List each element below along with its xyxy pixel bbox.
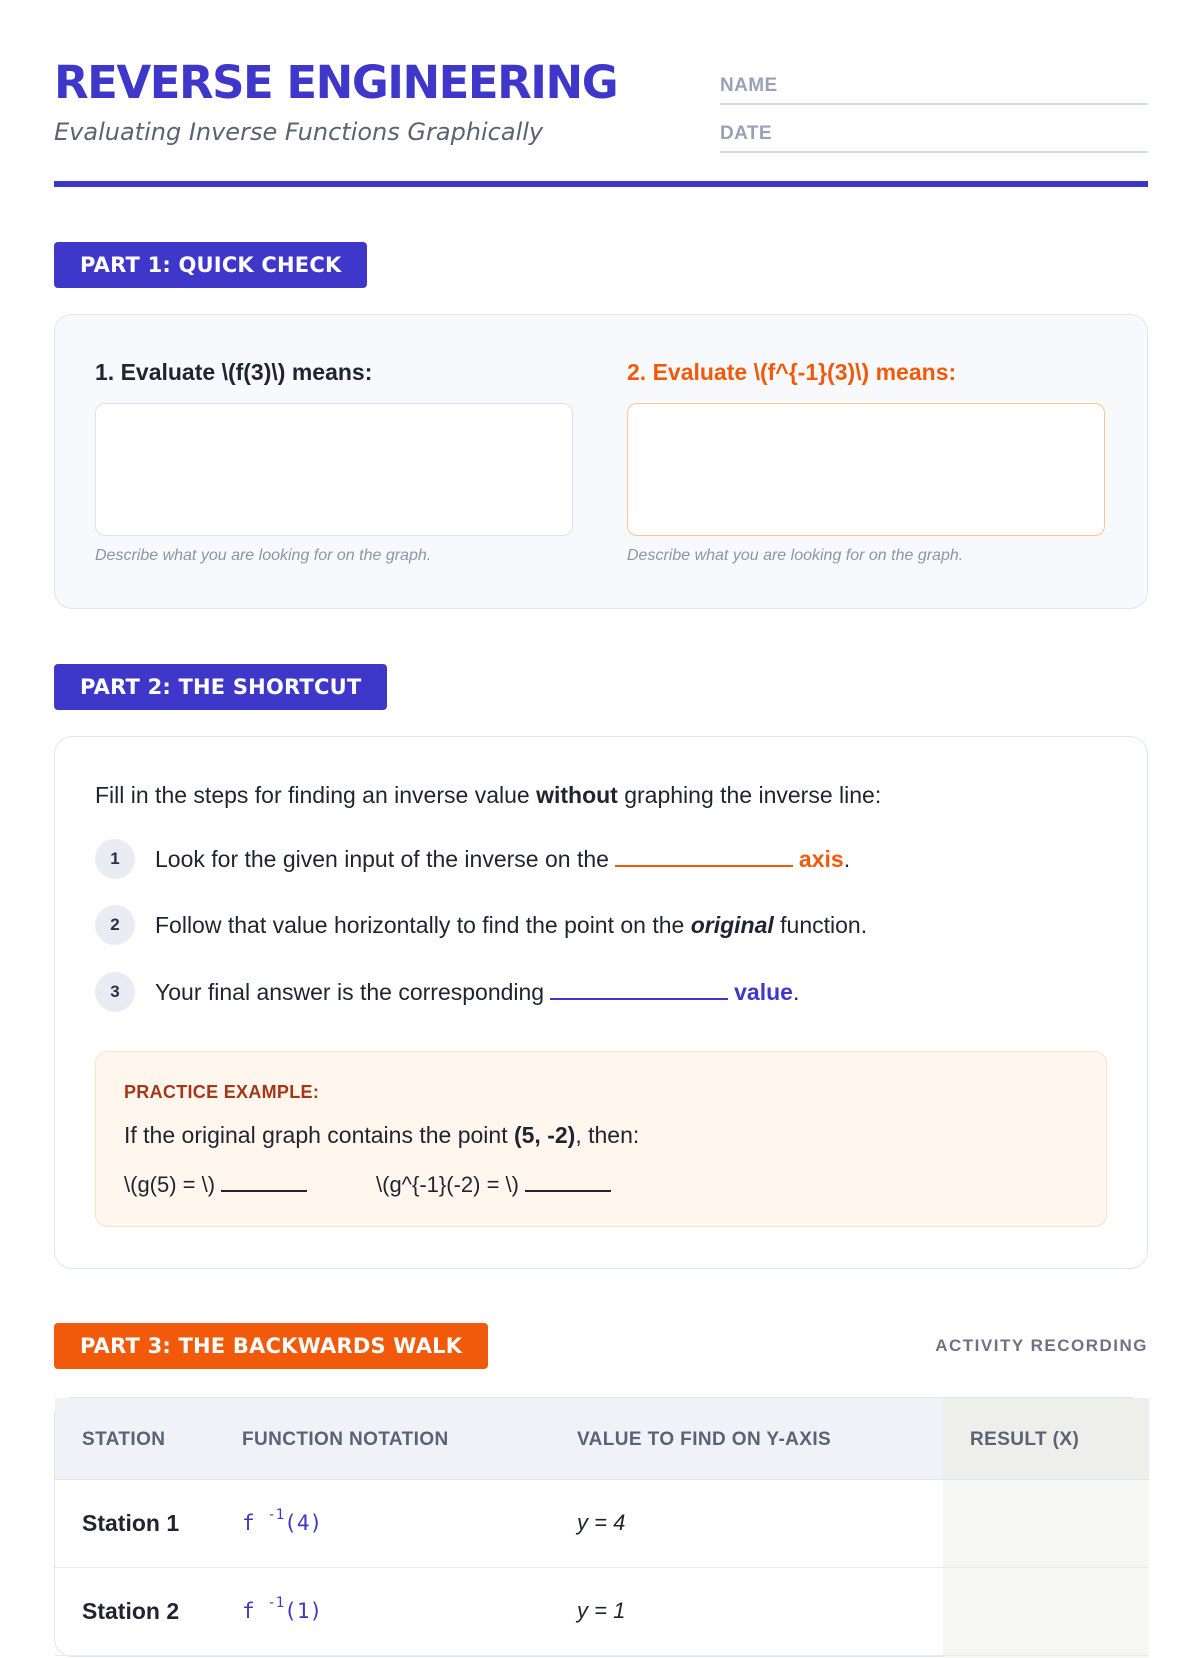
notation-cell [242, 1507, 323, 1535]
step-text [155, 912, 867, 939]
part1-badge: PART 1: QUICK CHECK [54, 242, 367, 288]
intro-emphasis: without [536, 782, 618, 808]
practice-point: (5, -2) [513, 1122, 576, 1148]
step-1-end: . [843, 846, 851, 872]
equation-2-text: \(g^{-1}(-2) = \) [376, 1172, 519, 1197]
practice-example-box [95, 1051, 1107, 1227]
step-number: 3 [95, 972, 135, 1012]
name-field[interactable] [720, 59, 1148, 105]
step-1-blank[interactable] [615, 847, 793, 867]
question-1-label: 1. Evaluate \(f(3)\) means: [95, 359, 373, 385]
step-2-emphasis: original [690, 912, 774, 938]
practice-equation-2 [376, 1172, 611, 1198]
practice-statement [124, 1122, 639, 1149]
column-header-result: RESULT (X) [970, 1429, 1080, 1450]
notation-exponent: -1 [267, 1507, 285, 1523]
step-3-keyword: value [734, 979, 793, 1005]
worksheet-subtitle: Evaluating Inverse Functions Graphically [54, 118, 544, 146]
notation-cell [242, 1595, 323, 1623]
worksheet-title: REVERSE ENGINEERING [54, 56, 618, 109]
column-header-y-value: VALUE TO FIND ON Y-AXIS [577, 1429, 832, 1450]
date-label: DATE [720, 123, 772, 144]
notation-arg: (1) [284, 1599, 323, 1623]
notation-fn: f [242, 1511, 255, 1535]
step-3-text: Your final answer is the corresponding [155, 979, 545, 1005]
part2-card [54, 736, 1148, 1269]
question-1-answer-box[interactable] [95, 403, 573, 536]
step-text [155, 979, 799, 1006]
station-cell: Station 2 [82, 1598, 180, 1624]
name-label: NAME [720, 75, 778, 96]
table-row [55, 1568, 1149, 1656]
step-number: 1 [95, 839, 135, 879]
column-header-station: STATION [82, 1429, 166, 1450]
practice-text-end: , then: [575, 1122, 640, 1148]
equation-2-blank[interactable] [525, 1174, 611, 1192]
backwards-walk-table [54, 1397, 1148, 1657]
practice-equation-1 [124, 1172, 307, 1198]
question-2-answer-box[interactable] [627, 403, 1105, 536]
step-text [155, 846, 850, 873]
part1-card [54, 314, 1148, 609]
station-cell: Station 1 [82, 1510, 180, 1536]
header-divider [54, 181, 1148, 187]
intro-text: Fill in the steps for finding an inverse value [95, 782, 537, 808]
equation-1-blank[interactable] [221, 1174, 307, 1192]
step-number: 2 [95, 905, 135, 945]
notation-exponent: -1 [267, 1595, 285, 1611]
intro-text-end: graphing the inverse line: [617, 782, 882, 808]
practice-heading: PRACTICE EXAMPLE: [124, 1082, 320, 1102]
notation-fn: f [242, 1599, 255, 1623]
question-2-label: 2. Evaluate \(f^{-1}(3)\) means: [627, 359, 957, 385]
step-3-end: . [792, 979, 800, 1005]
step-3-blank[interactable] [550, 980, 728, 1000]
question-1-hint: Describe what you are looking for on the graph. [95, 547, 432, 564]
practice-text: If the original graph contains the point [124, 1122, 514, 1148]
y-value-cell: y = 1 [577, 1598, 626, 1623]
part2-badge: PART 2: THE SHORTCUT [54, 664, 387, 710]
step-2-text: Follow that value horizontally to find the point on the [155, 912, 691, 938]
equation-1-text: \(g(5) = \) [124, 1172, 216, 1197]
table-row [55, 1480, 1149, 1568]
activity-recording-label: ACTIVITY RECORDING [935, 1336, 1148, 1355]
step-2-end: function. [773, 912, 868, 938]
question-2-hint: Describe what you are looking for on the graph. [627, 547, 964, 564]
date-field[interactable] [720, 107, 1148, 153]
y-value-cell: y = 4 [577, 1510, 626, 1535]
step-1-text: Look for the given input of the inverse on the [155, 846, 609, 872]
step-1-keyword: axis [798, 846, 844, 872]
column-header-notation: FUNCTION NOTATION [242, 1429, 449, 1450]
notation-arg: (4) [284, 1511, 323, 1535]
part3-badge: PART 3: THE BACKWARDS WALK [54, 1323, 488, 1369]
part2-intro [95, 782, 881, 809]
